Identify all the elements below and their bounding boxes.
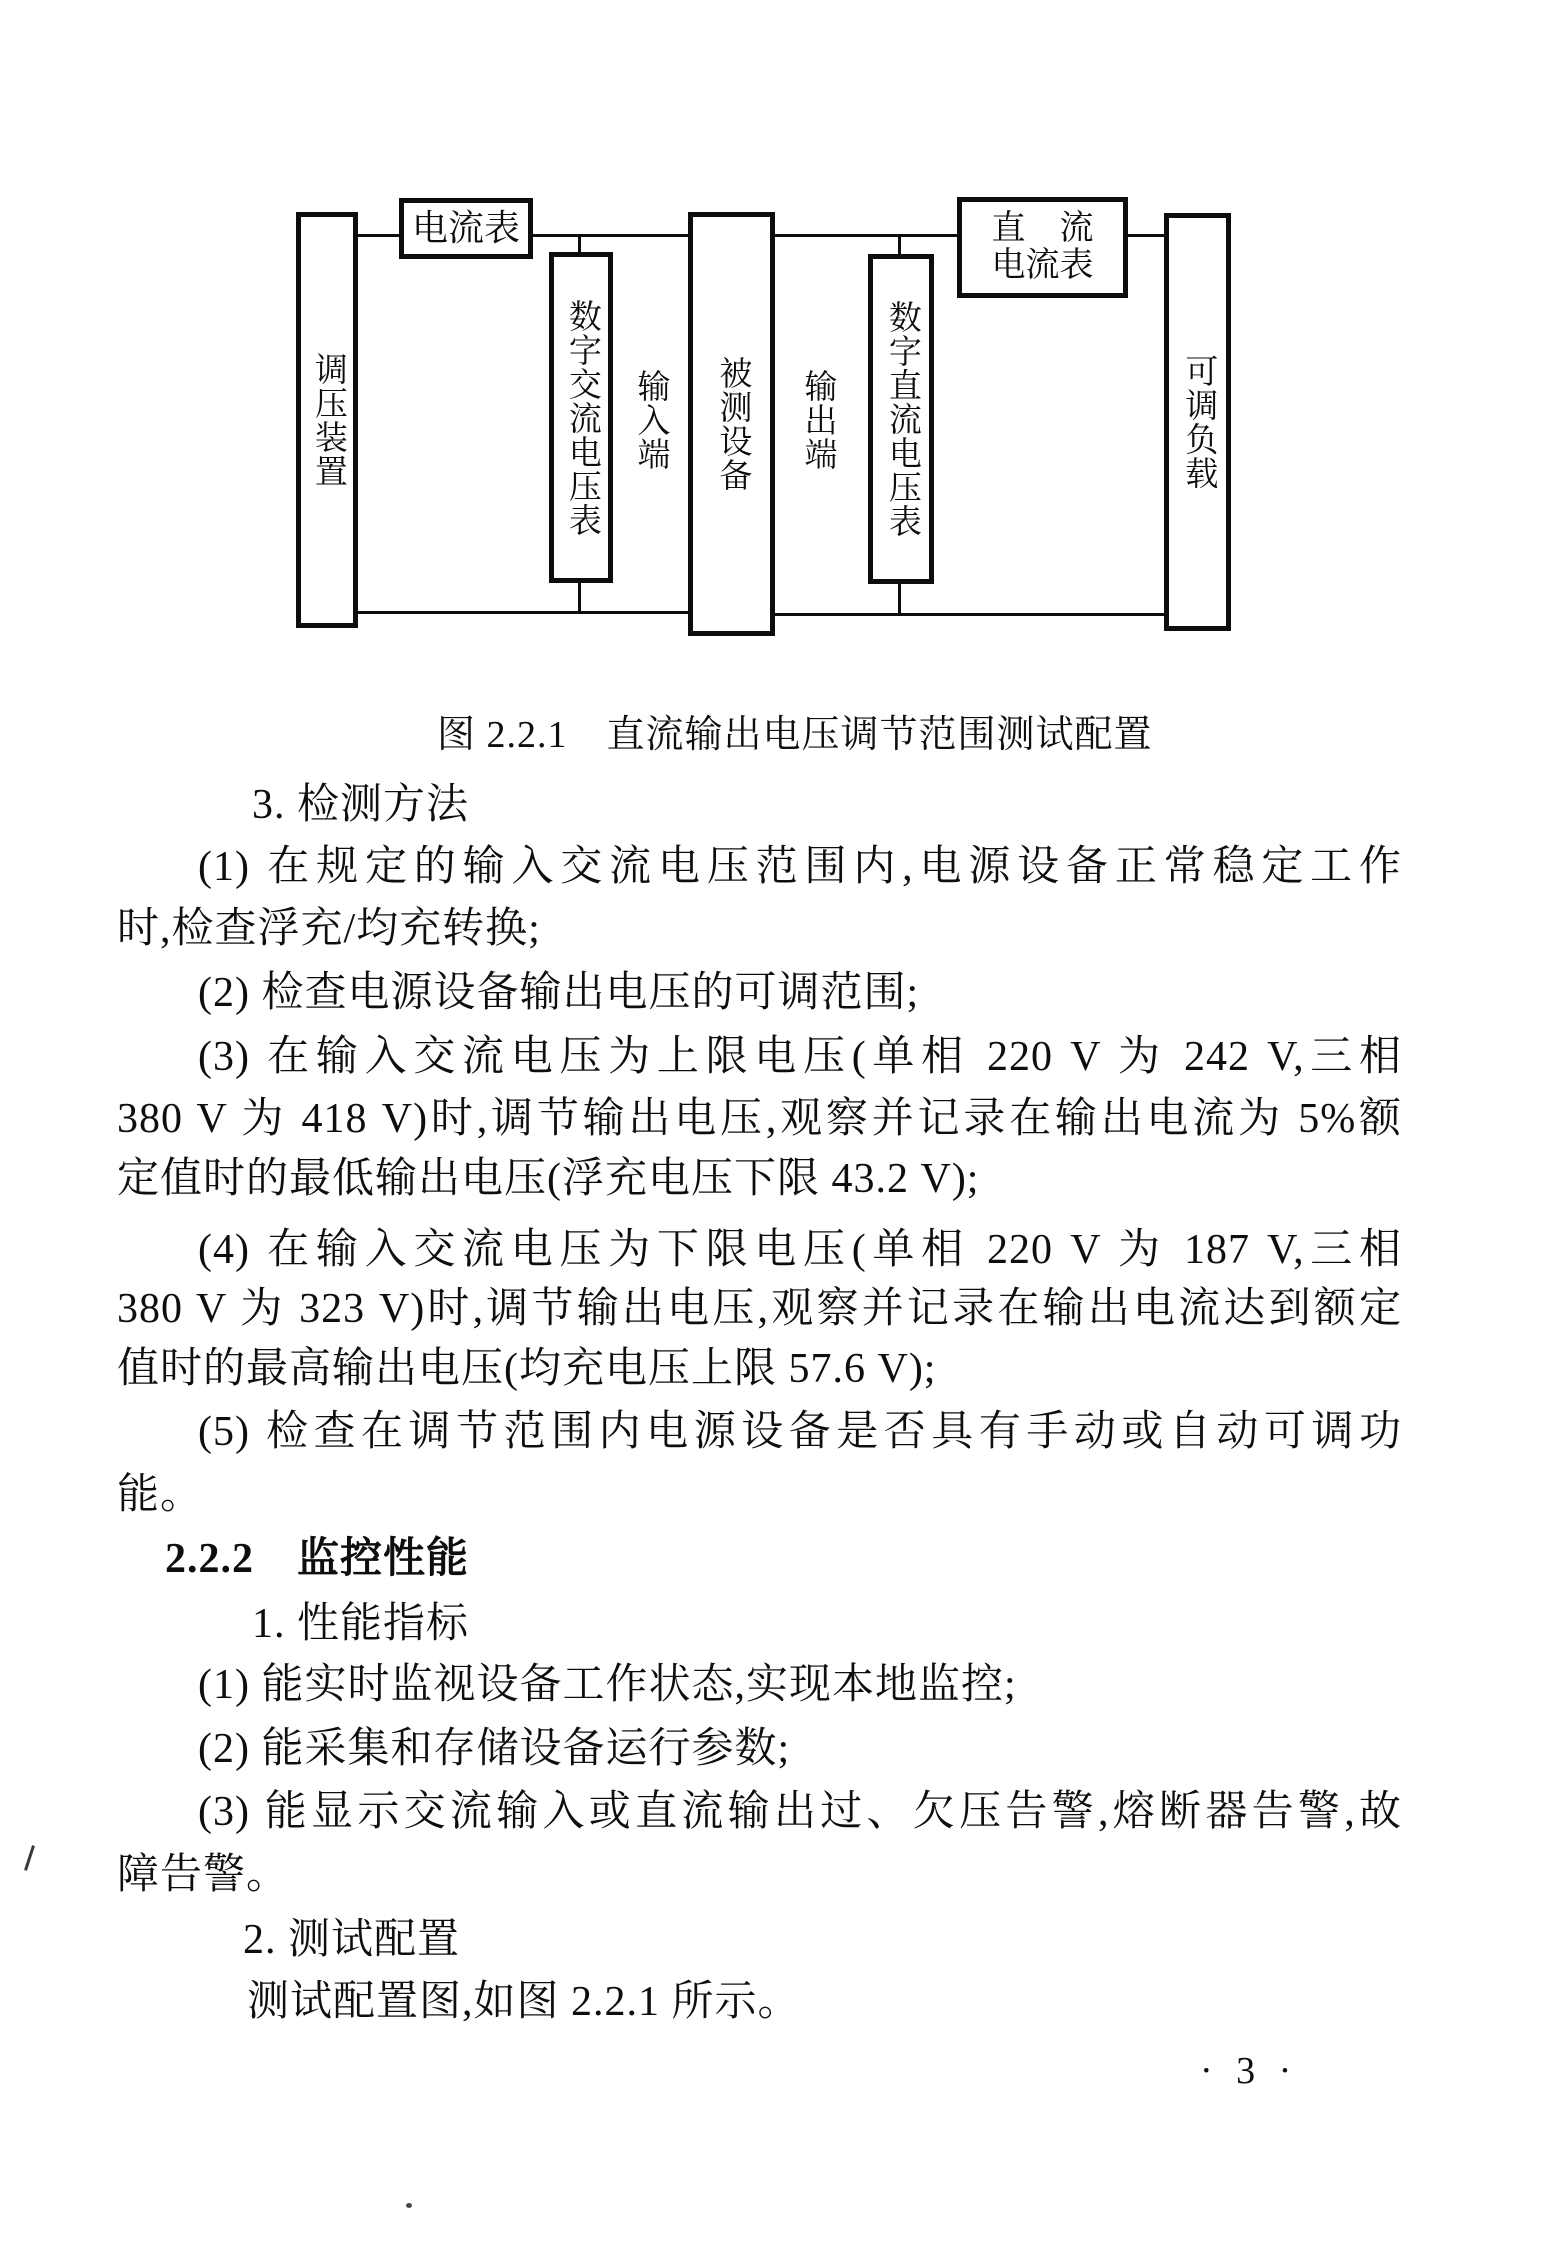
body-line: (1) 能实时监视设备工作状态,实现本地监控;	[198, 1662, 1017, 1708]
body-line: 2. 测试配置	[243, 1917, 461, 1963]
connection-line	[773, 613, 1166, 616]
ac-voltmeter-label: 数字交流电压表	[563, 298, 600, 537]
connection-stub	[578, 579, 581, 614]
dc-ammeter-label-line1: 直 流	[991, 209, 1094, 247]
ac-ammeter-label: 电流表	[411, 208, 520, 249]
scan-noise	[24, 1845, 35, 1871]
dc-voltmeter-box	[868, 254, 934, 584]
connection-stub	[578, 234, 581, 255]
body-line: (1) 在规定的输入交流电压范围内,电源设备正常稳定工作	[198, 844, 1402, 890]
regulator-label: 调压装置	[309, 352, 346, 488]
connection-line	[356, 234, 400, 237]
connection-stub	[898, 581, 901, 616]
ac-voltmeter-box	[549, 252, 613, 583]
connection-line	[356, 611, 690, 614]
body-line: 测试配置图,如图 2.2.1 所示。	[247, 1979, 801, 2025]
adjustable-load-box	[1164, 213, 1231, 631]
connection-line	[530, 234, 690, 237]
body-line: 定值时的最低输出电压(浮充电压下限 43.2 V);	[117, 1156, 980, 1202]
connection-line	[773, 234, 959, 237]
output-terminal-label: 输出端	[799, 369, 836, 471]
input-terminal-label-wrap	[616, 355, 686, 485]
body-line: 时,检查浮充/均充转换;	[117, 906, 541, 952]
dc-ammeter-label-line2: 电流表	[991, 246, 1094, 284]
body-line: (5) 检查在调节范围内电源设备是否具有手动或自动可调功	[198, 1409, 1402, 1455]
figure-caption: 图 2.2.1 直流输出电压调节范围测试配置	[437, 714, 1153, 756]
body-line: 能。	[117, 1472, 204, 1518]
device-under-test-label: 被测设备	[714, 356, 751, 492]
output-terminal-label-wrap	[783, 355, 853, 485]
body-line: 380 V 为 323 V)时,调节输出电压,观察并记录在输出电流达到额定	[117, 1286, 1402, 1332]
device-under-test-box	[688, 212, 775, 636]
body-line: 3. 检测方法	[252, 782, 470, 828]
page-number: · 3 ·	[1200, 2050, 1292, 2092]
body-line: 380 V 为 418 V)时,调节输出电压,观察并记录在输出电流为 5%额	[117, 1096, 1402, 1142]
dc-ammeter-box	[957, 197, 1128, 298]
scan-noise	[406, 2203, 412, 2208]
ac-ammeter-box	[399, 198, 533, 259]
input-terminal-label: 输入端	[632, 369, 669, 471]
body-line: (2) 检查电源设备输出电压的可调范围;	[198, 970, 920, 1016]
regulator-box	[296, 212, 358, 628]
section-heading: 2.2.2 监控性能	[165, 1536, 470, 1582]
body-line: 1. 性能指标	[252, 1601, 470, 1647]
body-line: (3) 在输入交流电压为上限电压(单相 220 V 为 242 V,三相	[198, 1034, 1402, 1080]
connection-line	[1125, 234, 1166, 237]
body-line: (3) 能显示交流输入或直流输出过、欠压告警,熔断器告警,故	[198, 1789, 1402, 1835]
adjustable-load-label: 可调负载	[1180, 354, 1217, 490]
body-line: 障告警。	[117, 1852, 290, 1898]
body-line: (4) 在输入交流电压为下限电压(单相 220 V 为 187 V,三相	[198, 1227, 1402, 1273]
body-line: 值时的最高输出电压(均充电压上限 57.6 V);	[117, 1346, 937, 1392]
connection-stub	[898, 234, 901, 257]
body-line: (2) 能采集和存储设备运行参数;	[198, 1726, 791, 1772]
dc-voltmeter-label: 数字直流电压表	[883, 300, 920, 538]
